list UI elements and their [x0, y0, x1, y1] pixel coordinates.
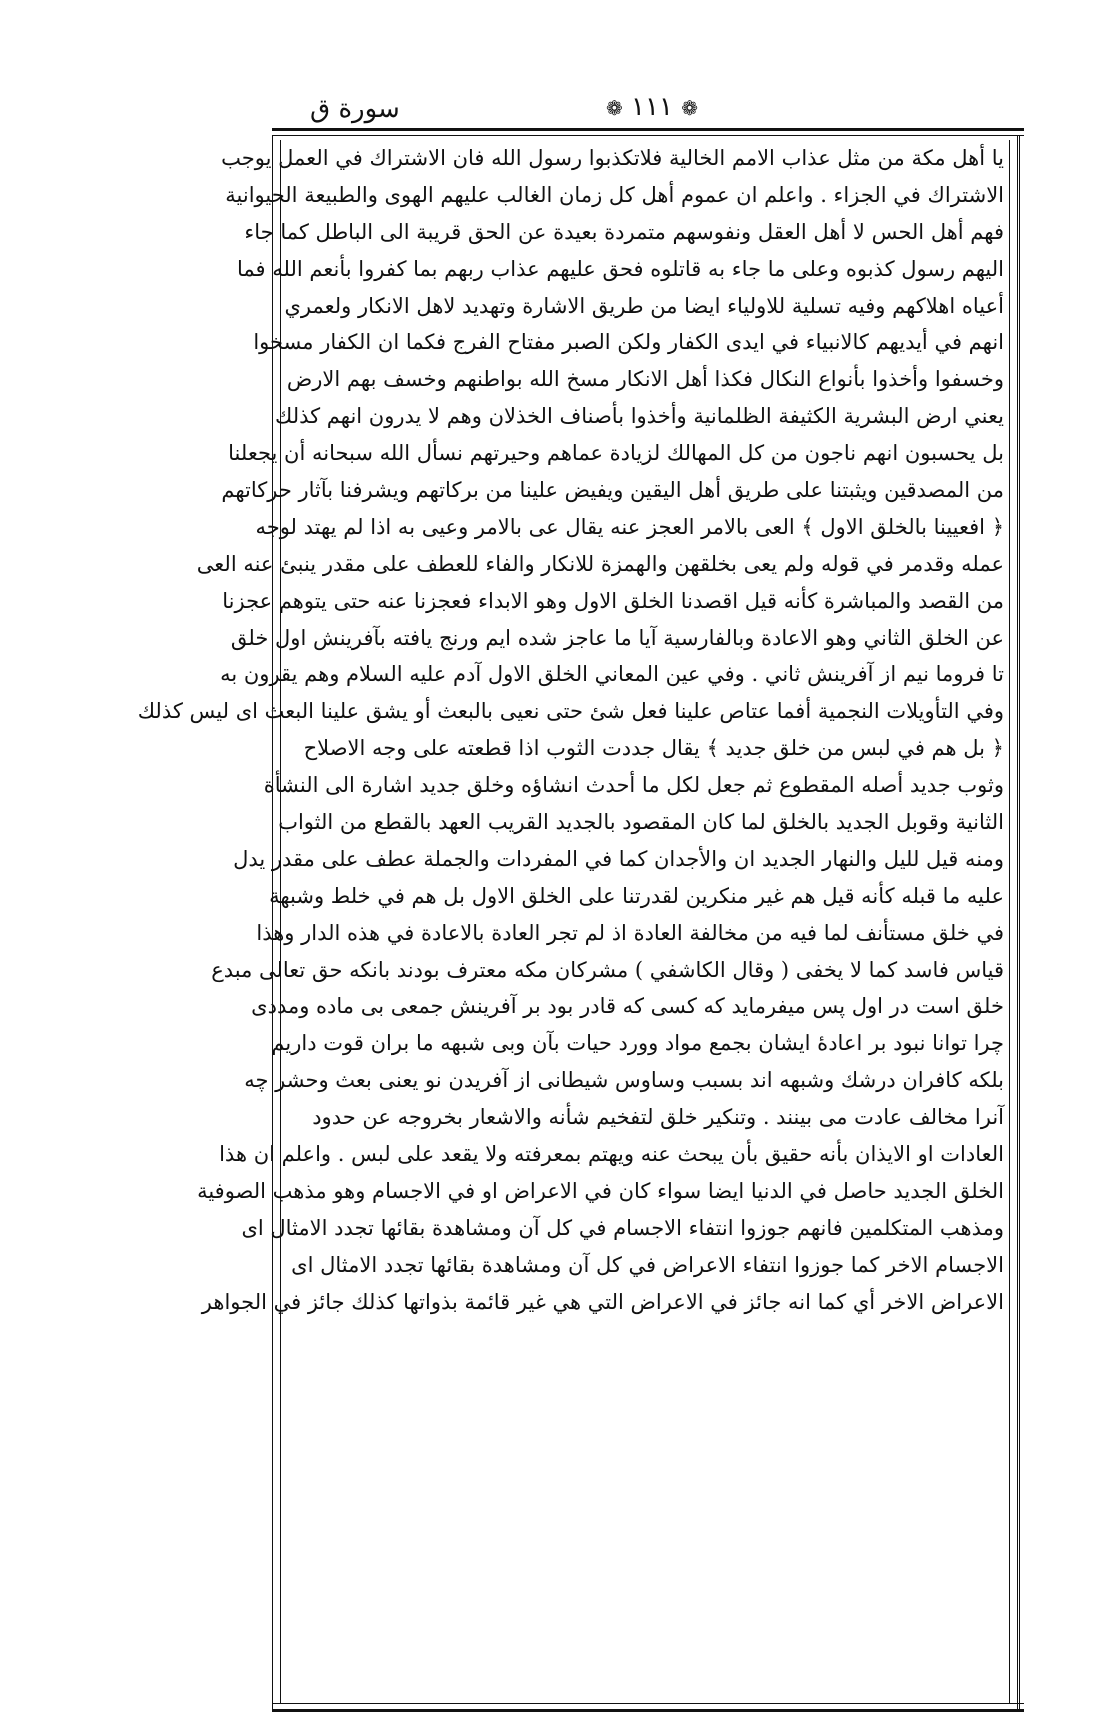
- header-rule-thin: [272, 135, 1024, 136]
- text-line: وفي التأويلات النجمية أفما عتاص علينا فعل شئ حتى نعيى بالبعث أو يشق علينا البعث اى ليس كذلك: [137, 699, 1004, 724]
- footer-rule-thin: [272, 1703, 1024, 1704]
- text-line: انهم في أيديهم كالانبياء في ايدى الكفار ولكن الصبر مفتاح الفرج فكما ان الكفار مسخوا: [253, 330, 1004, 355]
- text-line: يعني ارض البشرية الكثيفة الظلمانية وأخذوا بأصناف الخذلان وهم لا يدرون انهم كذلك: [275, 404, 1004, 429]
- text-line: الاشتراك في الجزاء . واعلم ان عموم أهل كل زمان الغالب عليهم الهوى والطبيعة الحيوانية: [225, 182, 1004, 207]
- text-line: عن الخلق الثاني وهو الاعادة وبالفارسية آيا ما عاجز شده ايم ورنج يافته بآفرينش اول خلق: [230, 625, 1004, 650]
- text-line: ومنه قيل لليل والنهار الجديد ان والأجدان كما في المفردات والجملة عطف على مقدر يدل: [233, 846, 1004, 871]
- text-line: وثوب جديد أصله المقطوع ثم جعل لكل ما أحدث انشاؤه وخلق جديد اشارة الى النشأة: [263, 773, 1004, 798]
- text-line: تا فروما نيم از آفرينش ثاني . وفي عين المعاني الخلق الاول آدم عليه السلام وهم يقرون به: [220, 662, 1004, 687]
- text-line: الثانية وقوبل الجديد بالخلق لما كان المقصود بالجديد القريب العهد بالقطع من الثواب: [278, 810, 1004, 835]
- text-line: عمله وقدمر في قوله ولم يعى بخلقهن والهمزة للانكار والفاء للعطف على مقدر ينبئ عنه العى: [196, 551, 1004, 576]
- page-header: [272, 92, 1024, 126]
- text-line: خلق است در اول پس ميفرمايد كه كسى كه قادر بود بر آفرينش جمعى بى ماده ومددى: [251, 994, 1004, 1019]
- text-line: بل يحسبون انهم ناجون من كل المهالك لزيادة عماهم وحيرتهم نسأل الله سبحانه أن يجعلنا: [228, 441, 1004, 466]
- text-line: من المصدقين ويثبتنا على طريق أهل اليقين ويفيض علينا من بركاتهم ويشرفنا بآثار حركاتهم: [221, 478, 1004, 503]
- text-line: العادات او الايذان بأنه حقيق بأن يبحث عنه ويهتم بمعرفته ولا يقعد على لبس . واعلم ان هذا: [219, 1142, 1004, 1167]
- text-line: الاعراض الاخر أي كما انه جائز في الاعراض التي هي غير قائمة بذواتها كذلك جائز في الجواهر: [201, 1289, 1004, 1314]
- text-line: وخسفوا وأخذوا بأنواع النكال فكذا أهل الانكار مسخ الله بواطنهم وخسف بهم الارض: [286, 367, 1004, 392]
- text-line: الاجسام الاخر كما جوزوا انتفاء الاعراض في كل آن ومشاهدة بقائها تجدد الامثال اى: [291, 1252, 1004, 1277]
- ornament-left-icon: ❁: [606, 96, 623, 120]
- text-body: [137, 140, 1004, 1321]
- text-line: اليهم رسول كذبوه وعلى ما جاء به قاتلوه فحق عليهم عذاب ربهم بما كفروا بأنعم الله فما: [237, 256, 1004, 281]
- text-line: في خلق مستأنف لما فيه من مخالفة العادة اذ لم تجر العادة بالاعادة في هذه الدار وهذا: [256, 920, 1004, 945]
- text-line: أعياه اهلاكهم وفيه تسلية للاولياء ايضا من طريق الاشارة وتهديد لاهل الانكار ولعمري: [284, 293, 1004, 318]
- text-line: ومذهب المتكلمين فانهم جوزوا انتفاء الاجسام في كل آن ومشاهدة بقائها تجدد الامثال اى: [241, 1215, 1004, 1240]
- text-line: بلكه كافران درشك وشبهه اند بسبب وساوس شيطانى از آفريدن نو يعنى بعث وحشر چه: [244, 1068, 1004, 1093]
- surah-title: سورة ق: [310, 94, 400, 124]
- text-line: عليه ما قبله كأنه قيل هم غير منكرين لقدرتنا على الخلق الاول بل هم في خلط وشبهة: [269, 883, 1004, 908]
- page-number-box: [592, 92, 712, 122]
- text-line: فهم أهل الحس لا أهل العقل ونفوسهم متمردة بعيدة عن الحق قريبة الى الباطل كما جاء: [244, 219, 1004, 244]
- frame-inner-right-border: [1009, 140, 1010, 1703]
- text-line: آنرا مخالف عادت مى بينند . وتنكير خلق لتفخيم شأنه والاشعار بخروجه عن حدود: [312, 1105, 1004, 1130]
- text-line: الخلق الجديد حاصل في الدنيا ايضا سواء كان في الاعراض او في الاجسام وهو مذهب الصوفية: [197, 1178, 1004, 1203]
- text-line: ﴿ افعيينا بالخلق الاول ﴾ العى بالامر العجز عنه يقال عى بالامر وعيى به اذا لم يهتد لوجه: [255, 514, 1004, 539]
- text-line: قياس فاسد كما لا يخفى ( وقال الكاشفي ) مشركان مكه معترف بودند بانكه حق تعالى مبدع: [211, 957, 1004, 982]
- text-line: چرا توانا نبود بر اعادهٔ ايشان بجمع مواد وورد حيات بآن وبى شبهه ما بران قوت داريم: [271, 1031, 1004, 1056]
- ornament-right-icon: ❁: [681, 96, 698, 120]
- frame-right-border: [1017, 135, 1020, 1709]
- header-rule-thick: [272, 128, 1024, 131]
- text-line: من القصد والمباشرة كأنه قيل اقصدنا الخلق الاول وهو الابداء فعجزنا عنه حتى يتوهم عجزنا: [222, 588, 1004, 613]
- page-number: ١١١: [631, 92, 673, 122]
- text-line: ﴿ بل هم في لبس من خلق جديد ﴾ يقال جددت الثوب اذا قطعته على وجه الاصلاح: [303, 736, 1004, 761]
- text-line: يا أهل مكة من مثل عذاب الامم الخالية فلاتكذبوا رسول الله فان الاشتراك في العمل يوجب: [221, 146, 1004, 170]
